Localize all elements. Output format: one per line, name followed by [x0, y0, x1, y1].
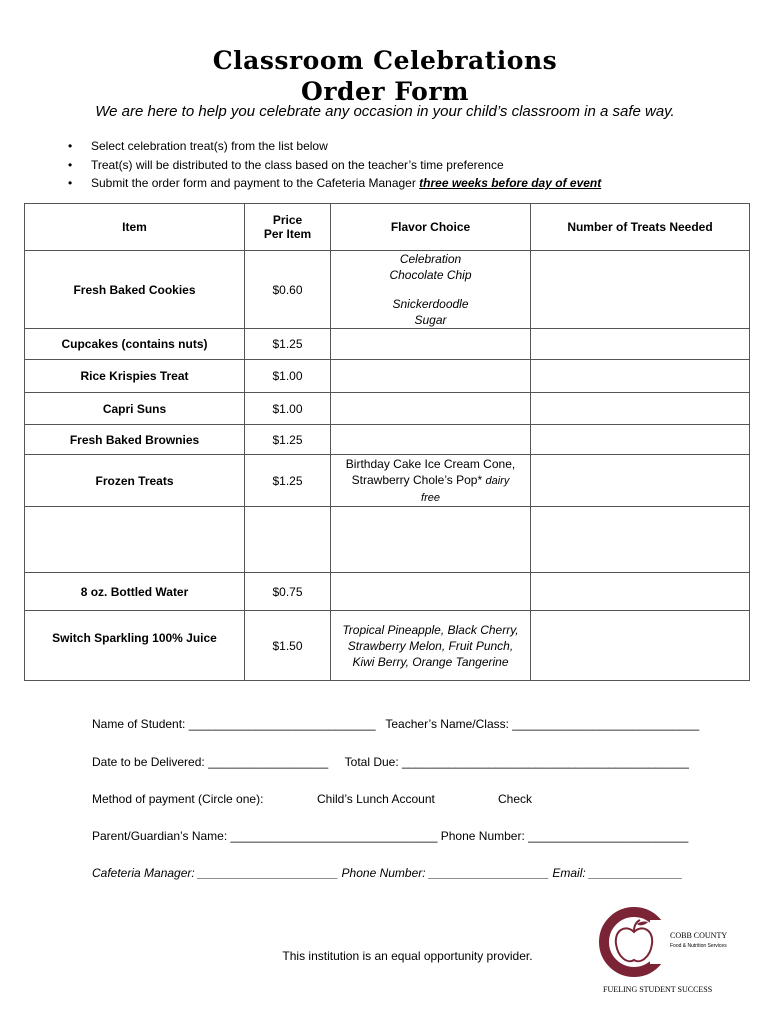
- apple-leaf: [637, 922, 648, 926]
- price-cell: $0.75: [245, 573, 331, 611]
- logo-text-1: COBB COUNTY: [670, 931, 728, 940]
- price-cell: $1.00: [245, 393, 331, 425]
- price-cell: $0.60: [245, 251, 331, 329]
- deadline-text: three weeks before day of event: [419, 176, 602, 190]
- table-row-empty: [25, 507, 750, 573]
- header-item: Item: [25, 204, 245, 251]
- quantity-input-cell[interactable]: [531, 455, 750, 507]
- order-table: [24, 203, 750, 681]
- item-cell: Frozen Treats: [25, 455, 245, 507]
- quantity-input-cell[interactable]: [531, 329, 750, 360]
- price-cell: $1.50: [245, 611, 331, 681]
- cobb-county-logo: [598, 898, 728, 998]
- instructions-list: [68, 137, 601, 193]
- logo-text-2: Food & Nutrition Services: [670, 943, 727, 949]
- flavor-cell[interactable]: [331, 507, 531, 573]
- intro-text: We are here to help you celebrate any occasion in your child’s classroom in a safe way.: [95, 103, 675, 120]
- flavor-cell[interactable]: [331, 329, 531, 360]
- price-cell[interactable]: [245, 507, 331, 573]
- quantity-input-cell[interactable]: [531, 425, 750, 455]
- table-header-row: [25, 204, 750, 251]
- instruction-item: • Select celebration treat(s) from the list below: [68, 137, 601, 156]
- flavor-cell: Celebration Chocolate Chip Snickerdoodle Sugar: [331, 251, 531, 329]
- table-row: [25, 611, 750, 681]
- price-cell: $1.00: [245, 360, 331, 393]
- quantity-input-cell[interactable]: [531, 611, 750, 681]
- item-cell: Capri Suns: [25, 393, 245, 425]
- table-row: [25, 573, 750, 611]
- item-cell: Fresh Baked Brownies: [25, 425, 245, 455]
- logo-tagline: FUELING STUDENT SUCCESS: [603, 985, 713, 994]
- table-row: [25, 393, 750, 425]
- logo-ring-gap: [650, 920, 680, 964]
- flavor-cell[interactable]: [331, 393, 531, 425]
- item-cell: Switch Sparkling 100% Juice: [25, 611, 245, 681]
- header-number: Number of Treats Needed: [531, 204, 750, 251]
- date-total-line[interactable]: Date to be Delivered: __________________ Total Due: ___________________________________________: [92, 755, 689, 769]
- table-row: [25, 329, 750, 360]
- payment-option-lunch-account[interactable]: Child’s Lunch Account: [317, 792, 435, 806]
- payment-label: Method of payment (Circle one):: [92, 792, 264, 806]
- student-teacher-line[interactable]: Name of Student: ____________________________ Teacher’s Name/Class: ____________________________: [92, 717, 700, 731]
- price-cell: $1.25: [245, 425, 331, 455]
- item-cell: 8 oz. Bottled Water: [25, 573, 245, 611]
- header-flavor: Flavor Choice: [331, 204, 531, 251]
- instruction-item: • Submit the order form and payment to the Cafeteria Manager three weeks before day of event: [68, 174, 601, 193]
- item-cell: Fresh Baked Cookies: [25, 251, 245, 329]
- flavor-cell[interactable]: [331, 425, 531, 455]
- title-line-2: Order Form: [301, 77, 469, 106]
- quantity-input-cell[interactable]: [531, 507, 750, 573]
- price-cell: $1.25: [245, 329, 331, 360]
- quantity-input-cell[interactable]: [531, 573, 750, 611]
- header-price: Price Per Item: [245, 204, 331, 251]
- flavor-cell[interactable]: [331, 360, 531, 393]
- quantity-input-cell[interactable]: [531, 393, 750, 425]
- quantity-input-cell[interactable]: [531, 360, 750, 393]
- flavor-cell: Tropical Pineapple, Black Cherry, Strawberry Melon, Fruit Punch, Kiwi Berry, Orange Tangerine: [331, 611, 531, 681]
- payment-option-check[interactable]: Check: [498, 792, 533, 806]
- table-row: [25, 360, 750, 393]
- instruction-item: • Treat(s) will be distributed to the class based on the teacher’s time preference: [68, 156, 601, 175]
- item-cell: Rice Krispies Treat: [25, 360, 245, 393]
- price-cell: $1.25: [245, 455, 331, 507]
- title-line-1: Classroom Celebrations: [212, 46, 558, 75]
- table-row: [25, 425, 750, 455]
- table-row: [25, 455, 750, 507]
- parent-phone-line[interactable]: Parent/Guardian’s Name: _______________________________ Phone Number: ________________________: [92, 829, 689, 843]
- table-row: [25, 251, 750, 329]
- item-cell: Cupcakes (contains nuts): [25, 329, 245, 360]
- manager-line[interactable]: Cafeteria Manager: _____________________ Phone Number: __________________ Email: ______________: [92, 866, 683, 880]
- footer-statement: This institution is an equal opportunity provider.: [282, 949, 533, 963]
- apple-icon: [616, 928, 652, 961]
- flavor-cell: Birthday Cake Ice Cream Cone, Strawberry Chole’s Pop* dairy free: [331, 455, 531, 507]
- quantity-input-cell[interactable]: [531, 251, 750, 329]
- flavor-cell[interactable]: [331, 573, 531, 611]
- item-cell[interactable]: [25, 507, 245, 573]
